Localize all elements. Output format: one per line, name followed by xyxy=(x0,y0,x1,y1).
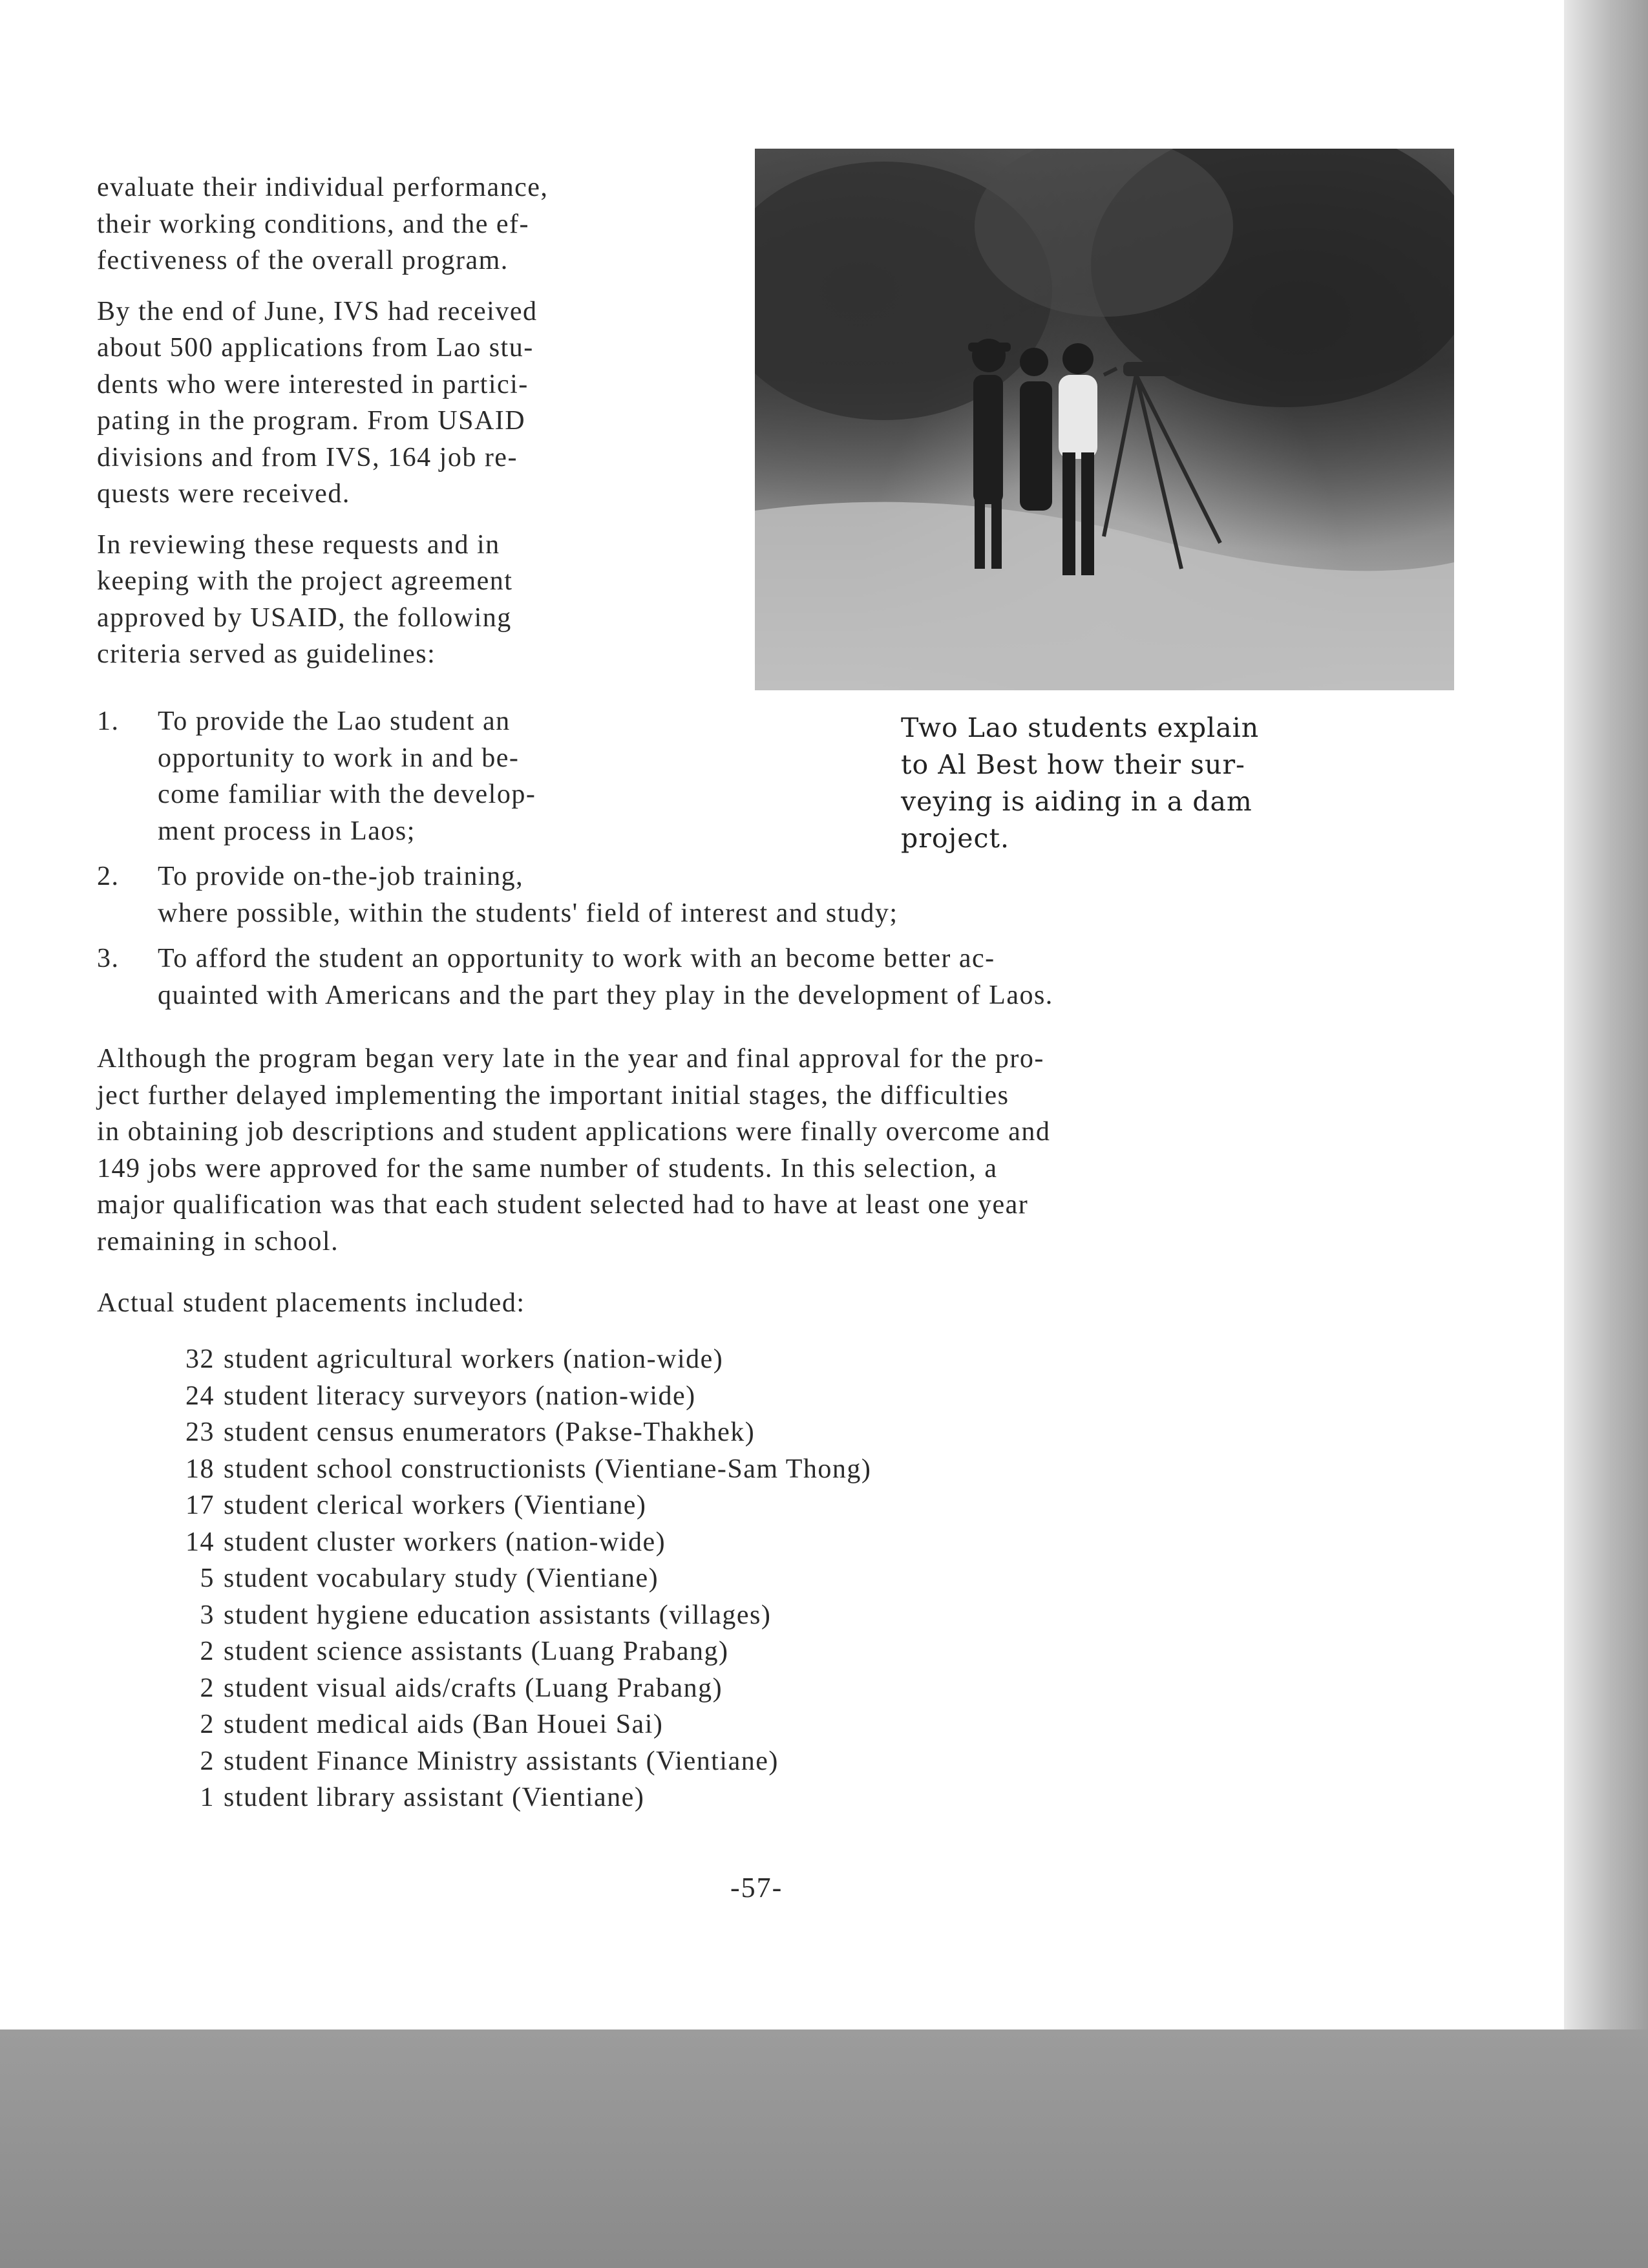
list-item: 14 student cluster workers (nation-wide) xyxy=(185,1527,666,1557)
paragraph-although: Although the program began very late in the year and final approval for the pro- ject further delayed implementing the important initial stages, the difficulties in obtaining job descriptions and student applications were finally overcome and 149 jobs were approved for the same number of students. In this selection, a major qualification was that each student selected had to have at least one year remaining in school. xyxy=(97,1044,1051,1256)
list-item: 2 student medical aids (Ban Houei Sai) xyxy=(200,1710,664,1739)
photo-illustration xyxy=(755,149,1454,690)
list-item: 24 student literacy surveyors (nation-wide) xyxy=(185,1381,696,1411)
list-item: 2 student visual aids/crafts (Luang Prabang) xyxy=(200,1673,723,1703)
photo-surveyors xyxy=(755,149,1454,690)
paragraph-intro: evaluate their individual performance, their working conditions, and the ef- fectiveness of the overall program. By the end of June, IVS had received about 500 applications from Lao stu- dents who were interested in partici- pating in the program. From USAID divisions and from IVS, 164 job re- quests were received. In reviewing these requests and in keeping with the project agreement approved by USAID, the following criteria served as guidelines: xyxy=(97,173,549,669)
document-page: evaluate their individual performance, their working conditions, and the ef- fectiveness of the overall program. By the end of June, IVS had received about 500 applications from Lao stu- dents who were interested in partici- pating in the program. From USAID divisions and from IVS, 164 job re- quests were received. In reviewing these requests and in keeping with the project agreement approved by USAID, the following criteria served as guidelines: Two Lao students explain to Al Best how their sur- veying is aiding in a dam project. 1. To provide the Lao student an opportunity to work in and be- come familiar with the develop- ment process in Laos; 2. To provide on-the-job training, where possible, within the students' field of interest and study; 3. To afford the student an opportunity to work with an become better ac- quainted with Americans and the part they play in the development of Laos. Although the program began very late in the year and final approval for the pro- ject further delayed implementing the important initial stages, the difficulties in obtaining job descriptions and student applications were finally overcome and 149 jobs were approved for the same number of students. In this selection, a major qualification was that each student selected had to have at least one year remaining in school. Actual student placements included: 32 student agricultural workers (nation-wide) 24 student literacy surveyors (nation-wide) 23 student census enumerators (Pakse-Thakhek) 18 student school constructionists (Vientiane-Sam Thong) 17 student clerical workers (Vientiane) 14 student cluster workers (nation-wide) 5 student vocabulary study (Vientiane) 3 student hygiene education assistants (villages) 2 student science assistants (Luang Prabang) 2 student visual aids/crafts (Luang Prabang) 2 student medical aids (Ban Houei Sai) 2 student Finance Ministry assistants (Vientiane) 1 student library assistant (Vientiane) -57- xyxy=(0,0,1564,2030)
list-item: 1 student library assistant (Vientiane) xyxy=(200,1783,645,1812)
page-number: -57- xyxy=(730,1872,783,1903)
list-item: 32 student agricultural workers (nation-wide) xyxy=(185,1344,724,1374)
paragraph-review: In reviewing these requests and in xyxy=(97,529,500,560)
list-item: 5 student vocabulary study (Vientiane) xyxy=(200,1563,659,1593)
paragraph-applications: By the end of June, IVS had received xyxy=(97,296,538,326)
page-edge-shadow xyxy=(1564,0,1648,2268)
list-item: 17 student clerical workers (Vientiane) xyxy=(185,1490,647,1520)
list-item: 2 student science assistants (Luang Prabang) xyxy=(200,1637,729,1666)
placements-list xyxy=(169,1341,871,1816)
list-item: 23 student census enumerators (Pakse-Thakhek) xyxy=(185,1417,755,1447)
list-item: 2 student Finance Ministry assistants (Vientiane) xyxy=(200,1746,779,1776)
list-item: 3 student hygiene education assistants (villages) xyxy=(200,1600,772,1630)
placements-heading: Actual student placements included: xyxy=(97,1288,525,1318)
photo-caption: Two Lao students explain to Al Best how their sur- veying is aiding in a dam project. xyxy=(901,712,1260,854)
scan-background xyxy=(0,2030,1648,2268)
list-item: 18 student school constructionists (Vientiane-Sam Thong) xyxy=(185,1454,872,1484)
